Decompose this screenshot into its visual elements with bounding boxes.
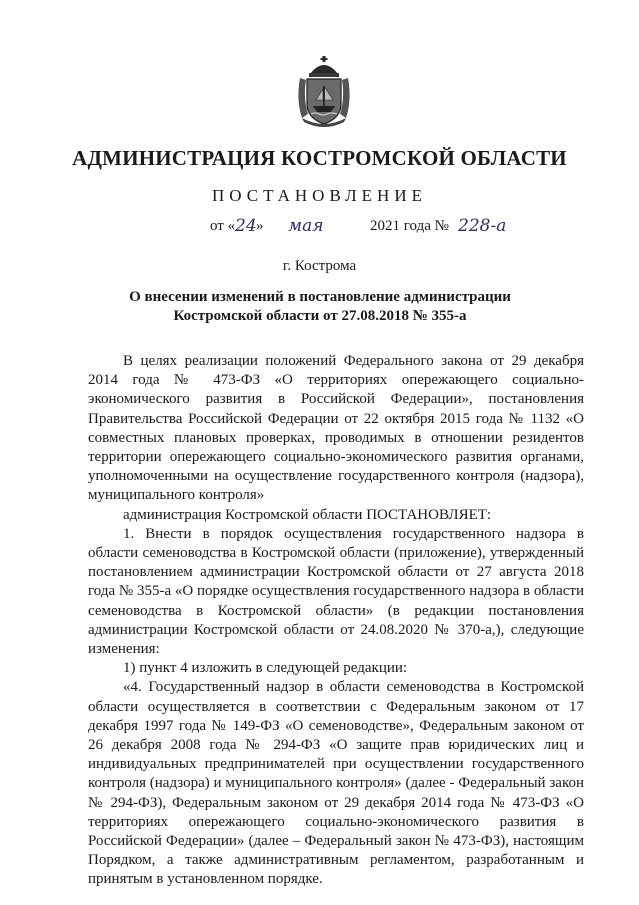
document-subject	[100, 288, 540, 326]
subject-line-1: О внесении изменений в постановление администрации	[129, 289, 511, 305]
paragraph-preamble: В целях реализации положений Федерального закона от 29 декабря 2014 года № 473-ФЗ «О территориях опережающего социально-экономического развития в Российской Федерации», постановления Правительства Российской Федерации от 22 октября 2015 года № 1132 «О совместных плановых проверках, проводимых в отношении резидентов территории опережающего социально-экономического развития органами, уполномоченными на осуществление государственного контроля (надзора), муниципального контроля»	[88, 353, 584, 504]
document-body	[88, 352, 584, 890]
paragraph-resolves: администрация Костромской области ПОСТАНОВЛЯЕТ:	[123, 506, 492, 523]
coat-of-arms-icon	[294, 56, 354, 128]
organization-title: АДМИНИСТРАЦИЯ КОСТРОМСКОЙ ОБЛАСТИ	[72, 146, 567, 170]
date-quote-close: »	[256, 218, 264, 234]
document-type: ПОСТАНОВЛЕНИЕ	[211, 186, 427, 205]
date-prefix: от «	[210, 218, 236, 234]
city: г. Кострома	[282, 258, 357, 274]
date-day-handwritten: 24	[235, 216, 257, 236]
paragraph-new-clause-4: «4. Государственный надзор в области семеноводства в Костромской области осуществляется в соответствии с Федеральным законом от 17 декабря 1997 года № 149-ФЗ «О семеноводстве», Федеральным законом от 26 декабря 2008 года № 294-ФЗ «О защите прав юридических лиц и индивидуальных предпринимателей при осуществлении государственного контроля (надзора) и муниципального контроля» (далее - Федеральный закон № 294-ФЗ), Федеральным законом от 29 декабря 2014 года № 473-ФЗ «О территориях опережающего социально-экономического развития в Российской Федерации» (далее – Федеральный закон № 473-ФЗ), настоящим Порядком, а также административным регламентом, разработанным и принятым в установленном порядке.	[88, 679, 584, 888]
paragraph-subitem-1: 1) пункт 4 изложить в следующей редакции:	[123, 660, 408, 677]
document-number-handwritten: 228-а	[458, 216, 507, 236]
date-year: 2021 года №	[370, 218, 449, 234]
subject-line-2: Костромской области от 27.08.2018 № 355-а	[173, 308, 467, 324]
date-month-handwritten: мая	[288, 216, 324, 236]
paragraph-item-1: 1. Внести в порядок осуществления государственного надзора в области семеноводства в Костромской области (приложение), утвержденный постановлением администрации Костромской области от 27 августа 2018 года № 355-а «О порядке осуществления государственного надзора в области семеноводства в Костромской области» (в редакции постановления администрации Костромской области от 24.08.2020 № 370-а,), следующие изменения:	[88, 525, 584, 658]
